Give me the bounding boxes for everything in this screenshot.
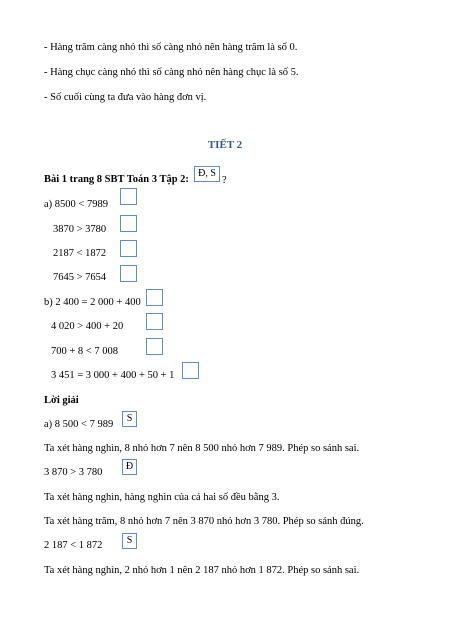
solution-expr-2: 3 870 > 3 780: [44, 467, 103, 478]
part-b-item-2: 4 020 > 400 + 20: [51, 321, 124, 332]
part-a-item-3: 2187 < 1872: [53, 248, 107, 259]
rule-line-2: - Hàng chục càng nhỏ thì số càng nhỏ nên hàng chục là số 5.: [44, 67, 299, 78]
part-b-item-4: 3 451 = 3 000 + 400 + 50 + 1: [51, 370, 175, 381]
answer-box-a3[interactable]: [120, 240, 137, 257]
rule-line-1: - Hàng trăm càng nhỏ thì số càng nhỏ nên hàng trăm là số 0.: [44, 42, 298, 53]
answer-box-b3[interactable]: [146, 338, 163, 355]
part-b-item-3: 700 + 8 < 7 008: [51, 346, 118, 357]
solution-answer-1: S: [122, 411, 137, 427]
solution-expr-1: a) 8 500 < 7 989: [44, 419, 114, 430]
part-a-item-2: 3870 > 3780: [53, 224, 107, 235]
answer-box-a2[interactable]: [120, 215, 137, 232]
rule-line-3: - Số cuối cùng ta đưa vào hàng đơn vị.: [44, 92, 207, 103]
solution-text-1: Ta xét hàng nghìn, 8 nhỏ hơn 7 nên 8 500 nhỏ hơn 7 989. Phép so sánh sai.: [44, 443, 360, 454]
legend-box: Đ, S: [194, 166, 220, 182]
answer-box-a1[interactable]: [120, 188, 137, 205]
solution-answer-3: S: [122, 533, 137, 549]
part-b-item-1: b) 2 400 = 2 000 + 400: [44, 297, 141, 308]
answer-box-a4[interactable]: [120, 265, 137, 282]
answer-box-b2[interactable]: [146, 313, 163, 330]
answer-box-b1[interactable]: [146, 289, 163, 306]
question-mark: ?: [222, 175, 227, 186]
solution-text-3: Ta xét hàng trăm, 8 nhỏ hơn 7 nên 3 870 nhỏ hơn 3 780. Phép so sánh đúng.: [44, 516, 364, 527]
answer-box-b4[interactable]: [182, 362, 199, 379]
part-a-item-1: a) 8500 < 7989: [44, 199, 108, 210]
section-title: TIẾT 2: [207, 139, 243, 151]
solution-text-4: Ta xét hàng nghìn, 2 nhỏ hơn 1 nên 2 187 nhỏ hơn 1 872. Phép so sánh sai.: [44, 565, 360, 576]
solution-answer-2: Đ: [122, 459, 137, 475]
exercise-heading: Bài 1 trang 8 SBT Toán 3 Tập 2:: [44, 174, 189, 185]
solution-expr-3: 2 187 < 1 872: [44, 540, 103, 551]
solution-heading: Lời giải: [44, 395, 79, 406]
solution-text-2: Ta xét hàng nghìn, hàng nghìn của cả hai số đều bằng 3.: [44, 492, 280, 503]
part-a-item-4: 7645 > 7654: [53, 272, 107, 283]
